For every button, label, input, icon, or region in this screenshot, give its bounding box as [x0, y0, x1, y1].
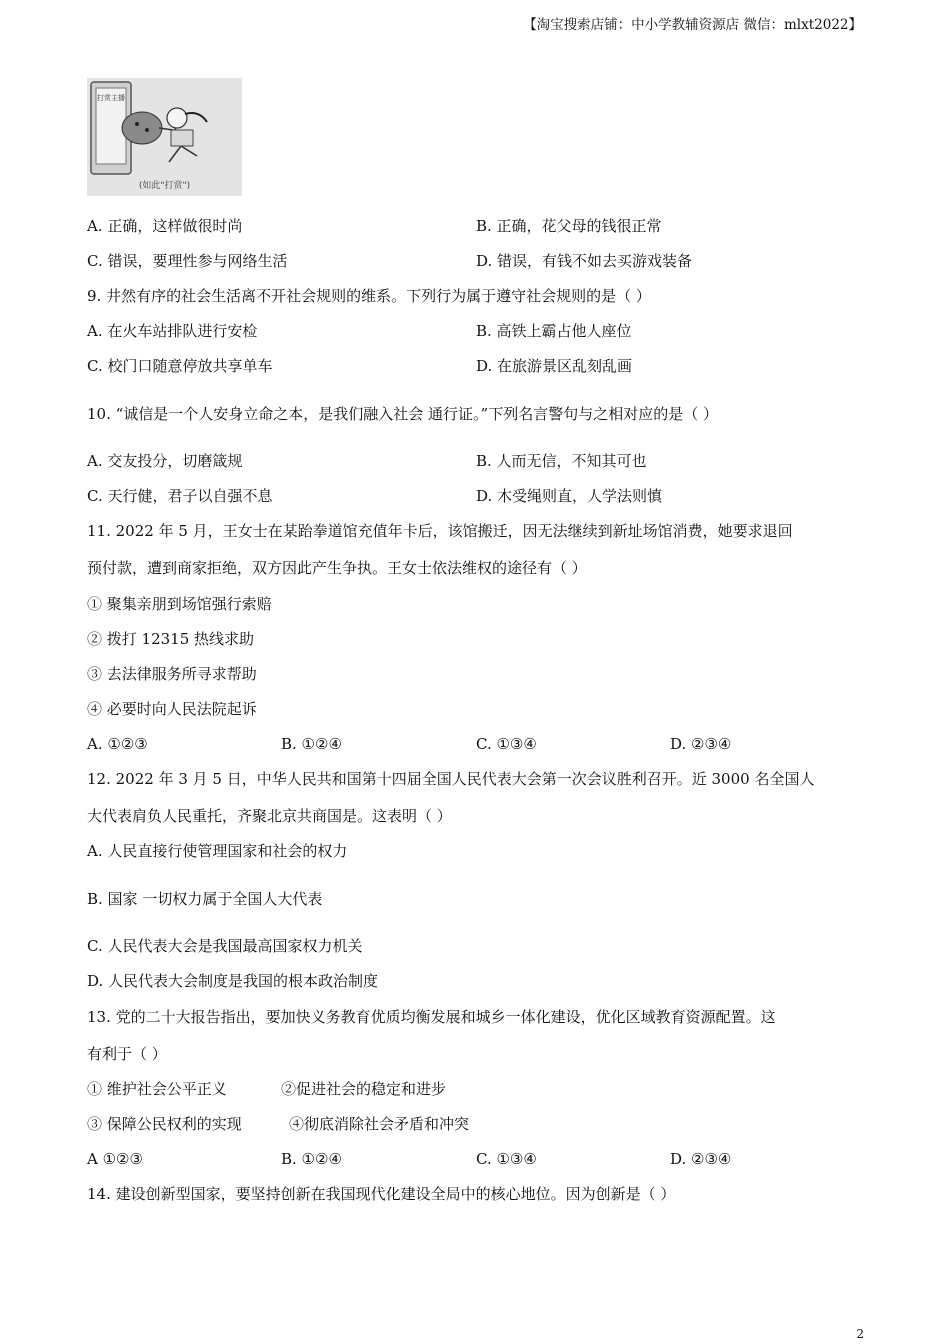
q10-option-c: C. 天行健，君子以自强不息: [87, 487, 273, 505]
q9-option-d: D. 在旅游景区乱刻乱画: [476, 357, 633, 375]
q11-option-a: A. ①②③: [87, 735, 148, 753]
q13-item-4: ④彻底消除社会矛盾和冲突: [289, 1115, 470, 1133]
q12-option-d: D. 人民代表大会制度是我国的根本政治制度: [87, 972, 379, 990]
q13-stem-line2: 有利于（ ）: [87, 1045, 167, 1063]
sign-text: 打赏主播: [97, 94, 125, 102]
q11-stem-line1: 11. 2022 年 5 月，王女士在某跆拳道馆充值年卡后，该馆搬迁，因无法继续到新址场馆消费，她要求退回: [87, 522, 793, 540]
q13-option-d: D. ②③④: [670, 1150, 732, 1168]
q12-stem-line1: 12. 2022 年 3 月 5 日，中华人民共和国第十四届全国人民代表大会第一次会议胜利召开。近 3000 名全国人: [87, 770, 815, 788]
q13-item-2: ②促进社会的稳定和进步: [281, 1080, 447, 1098]
q9-option-c: C. 校门口随意停放共享单车: [87, 357, 273, 375]
q14-stem: 14. 建设创新型国家，要坚持创新在我国现代化建设全局中的核心地位。因为创新是（ ）: [87, 1185, 676, 1203]
q12-option-a: A. 人民直接行使管理国家和社会的权力: [87, 842, 348, 860]
q10-option-d: D. 木受绳则直，人学法则慎: [476, 487, 663, 505]
q13-stem-line1: 13. 党的二十大报告指出，要加快义务教育优质均衡发展和城乡一体化建设，优化区域教育资源配置。这: [87, 1008, 776, 1026]
q11-option-b: B. ①②④: [281, 735, 342, 753]
q12-stem-line2: 大代表肩负人民重托，齐聚北京共商国是。这表明（ ）: [87, 807, 452, 825]
q13-item-3: ③ 保障公民权利的实现: [87, 1115, 242, 1133]
q8-option-a: A. 正确，这样做很时尚: [87, 217, 243, 235]
q11-option-d: D. ②③④: [670, 735, 732, 753]
q11-option-c: C. ①③④: [476, 735, 537, 753]
q13-option-c: C. ①③④: [476, 1150, 537, 1168]
q13-option-b: B. ①②④: [281, 1150, 342, 1168]
cartoon-image: [87, 78, 242, 196]
q9-stem: 9. 井然有序的社会生活离不开社会规则的维系。下列行为属于遵守社会规则的是（ ）: [87, 287, 651, 305]
q10-option-a: A. 交友投分，切磨箴规: [87, 452, 243, 470]
q8-option-d: D. 错误，有钱不如去买游戏装备: [476, 252, 693, 270]
q9-option-a: A. 在火车站排队进行安检: [87, 322, 258, 340]
q13-option-a: A ①②③: [87, 1150, 143, 1168]
q12-option-c: C. 人民代表大会是我国最高国家权力机关: [87, 937, 363, 955]
q12-option-b: B. 国家 一切权力属于全国人大代表: [87, 890, 323, 908]
q11-item-3: ③ 去法律服务所寻求帮助: [87, 665, 257, 683]
q8-option-c: C. 错误，要理性参与网络生活: [87, 252, 288, 270]
q8-option-b: B. 正确，花父母的钱很正常: [476, 217, 662, 235]
q10-option-b: B. 人而无信，不知其可也: [476, 452, 647, 470]
page-number: 2: [856, 1327, 864, 1341]
page-header: 【淘宝搜索店铺：中小学教辅资源店 微信：mlxt2022】: [523, 17, 862, 33]
q11-stem-line2: 预付款，遭到商家拒绝，双方因此产生争执。王女士依法维权的途径有（ ）: [87, 559, 587, 577]
q9-option-b: B. 高铁上霸占他人座位: [476, 322, 632, 340]
q13-item-1: ① 维护社会公平正义: [87, 1080, 227, 1098]
q10-stem: 10. “诚信是一个人安身立命之本，是我们融入社会 通行证。”下列名言警句与之相对应的是（ ）: [87, 405, 719, 423]
q11-item-4: ④ 必要时向人民法院起诉: [87, 700, 257, 718]
figure-caption: (如此"打赏"): [138, 181, 191, 191]
q11-item-2: ② 拨打 12315 热线求助: [87, 630, 255, 648]
q11-item-1: ① 聚集亲朋到场馆强行索赔: [87, 595, 272, 613]
